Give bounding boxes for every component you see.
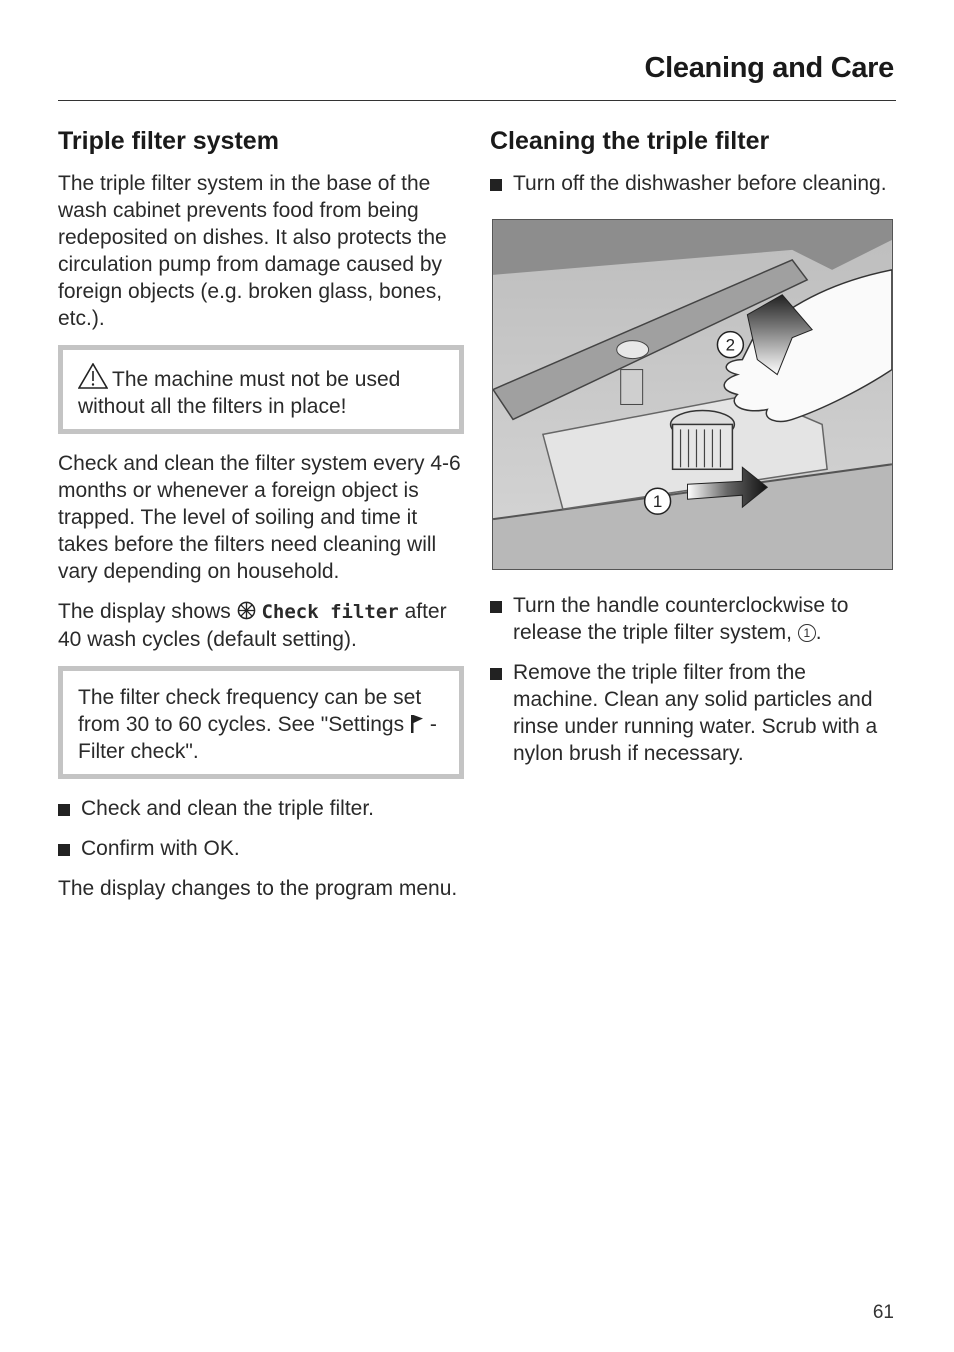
step-text: Turn the handle counterclockwise to release the triple filter system, (513, 594, 849, 644)
header-divider (58, 100, 896, 101)
display-message: Check filter (261, 601, 399, 623)
step-turn-handle: Turn the handle counterclockwise to release the triple filter system, 1 . (490, 592, 896, 646)
step-reference-badge: 1 (798, 624, 816, 642)
note-box (58, 666, 464, 779)
warning-box (58, 345, 464, 434)
display-paragraph (58, 598, 464, 653)
display-prefix: The display shows (58, 600, 231, 623)
bullet-square-icon (490, 668, 502, 680)
check-paragraph: Check and clean the filter system every 4-6 months or whenever a foreign object is trapped. The level of soiling and time it takes before the filters need cleaning will vary depending on household. (58, 452, 461, 583)
page-number: 61 (872, 1302, 894, 1323)
step-text: Remove the triple filter from the machine. Clean any solid particles and rinse under running water. Scrub with a nylon brush if necessary. (513, 661, 878, 765)
step-text: Turn off the dishwasher before cleaning. (513, 172, 887, 195)
figure-label-1: 1 (652, 492, 663, 512)
section-heading-cleaning: Cleaning the triple filter (490, 127, 770, 155)
warning-text: The machine must not be used without all the filters in place! (78, 368, 401, 418)
right-column (490, 124, 896, 780)
section-heading-triple-filter: Triple filter system (58, 127, 279, 155)
step-remove-filter (490, 659, 896, 767)
intro-paragraph: The triple filter system in the base of the wash cabinet prevents food from being redeposited on dishes. It also protects the circulation pump from damage caused by foreign objects (e.g. broken glass, bones, etc.). (58, 172, 447, 330)
flag-icon (410, 714, 424, 734)
bullet-square-icon (490, 179, 502, 191)
warning-triangle-icon (78, 363, 108, 389)
step-text: Confirm with OK. (81, 837, 240, 860)
note-suffix: - Filter check". (78, 713, 437, 763)
step-check-clean (58, 795, 464, 822)
filter-removal-illustration (492, 219, 893, 570)
bullet-square-icon (490, 601, 502, 613)
step-confirm (58, 835, 464, 862)
filter-symbol-icon (237, 601, 256, 620)
bullet-square-icon (58, 804, 70, 816)
bullet-square-icon (58, 844, 70, 856)
display-suffix: after 40 wash cycles (default setting). (58, 600, 447, 651)
note-text: The filter check frequency can be set from 30 to 60 cycles. See "Settings (78, 686, 422, 736)
page-title: Cleaning and Care (644, 52, 894, 84)
step-turn-off (490, 170, 896, 197)
step-text: Check and clean the triple filter. (81, 797, 374, 820)
left-column (58, 124, 464, 915)
figure-label-2: 2 (725, 335, 736, 355)
closing-paragraph: The display changes to the program menu. (58, 877, 458, 900)
